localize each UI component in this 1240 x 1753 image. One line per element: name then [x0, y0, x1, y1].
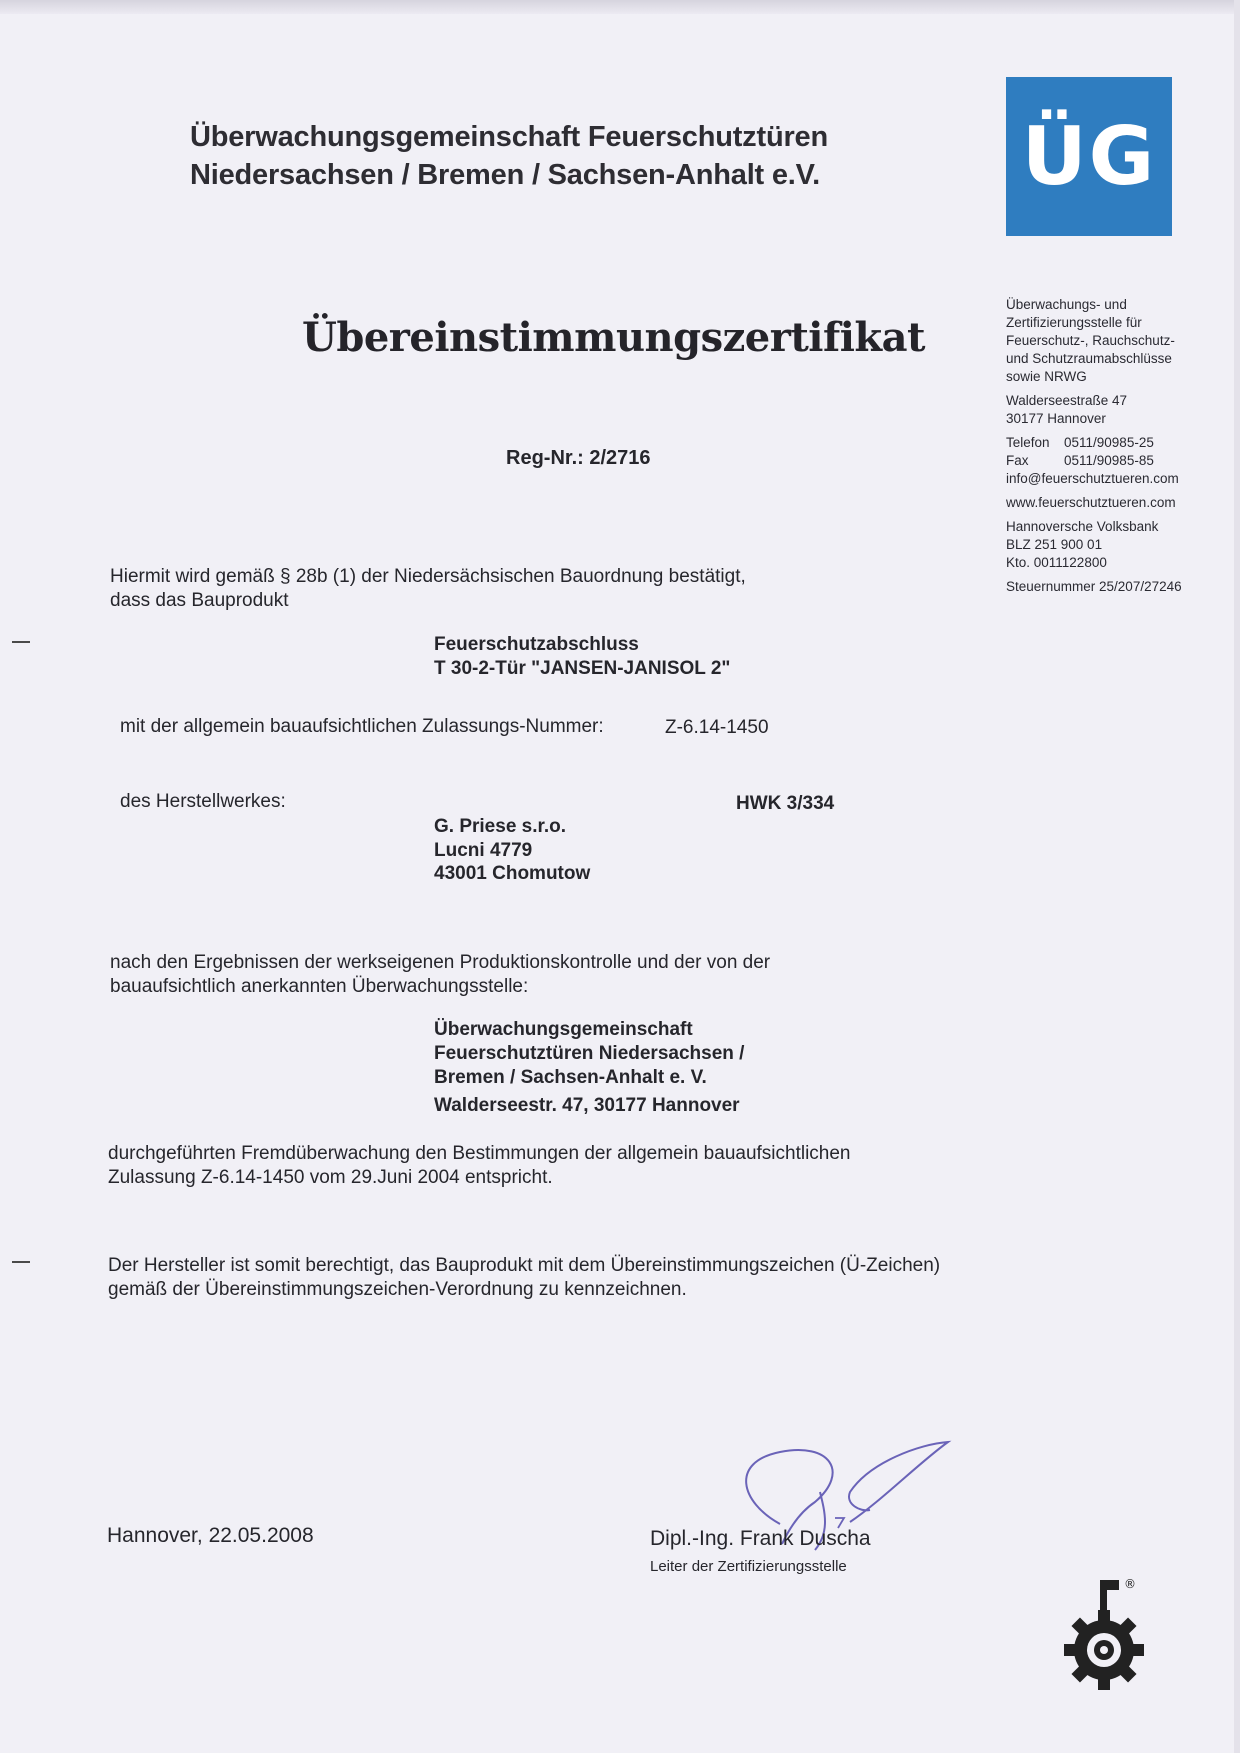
gear-seal-icon	[1058, 1570, 1150, 1690]
product-line-2: T 30-2-Tür "JANSEN-JANISOL 2"	[434, 658, 731, 679]
bank-blz: BLZ 251 900 01	[1006, 537, 1103, 552]
sidebar-phone	[1006, 434, 1234, 452]
organization-line-2: Niedersachsen / Bremen / Sachsen-Anhalt e.V.	[190, 159, 820, 191]
sidebar-website: www.feuerschutztueren.com	[1006, 495, 1176, 510]
sidebar-desc-line: Feuerschutz-, Rauchschutz-	[1006, 333, 1175, 348]
approval-label: mit der allgemein bauaufsichtlichen Zulassungs-Nummer:	[120, 716, 604, 737]
organization-line-1: Überwachungsgemeinschaft Feuerschutztüren	[190, 121, 828, 153]
sidebar-address	[1006, 392, 1234, 428]
manufacturer-line: 43001 Chomutow	[434, 863, 591, 884]
intro-line-1: Hiermit wird gemäß § 28b (1) der Niedersächsischen Bauordnung bestätigt,	[110, 566, 746, 587]
fold-mark	[12, 1261, 30, 1263]
scan-edge	[0, 0, 1240, 14]
phone-label: Telefon	[1006, 435, 1050, 450]
conformity-line-1: durchgeführten Fremdüberwachung den Bestimmungen der allgemein bauaufsichtlichen	[108, 1143, 851, 1164]
bank-name: Hannoversche Volksbank	[1006, 519, 1159, 534]
sidebar-contact	[1006, 296, 1234, 602]
sidebar-street: Walderseestraße 47	[1006, 393, 1128, 408]
sidebar-tax: Steuernummer 25/207/27246	[1006, 579, 1182, 594]
manufacturer-line: G. Priese s.r.o.	[434, 816, 567, 837]
signer-role: Leiter der Zertifizierungsstelle	[650, 1558, 847, 1575]
sidebar-description	[1006, 296, 1234, 386]
phone-value: 0511/90985-25	[1064, 435, 1154, 450]
fax-label: Fax	[1006, 453, 1029, 468]
inspection-body-line: Walderseestr. 47, 30177 Hannover	[434, 1095, 740, 1116]
bank-account: Kto. 0011122800	[1006, 555, 1107, 570]
entitlement-line-1: Der Hersteller ist somit berechtigt, das Bauprodukt mit dem Übereinstimmungszeichen (Ü-Zeichen)	[108, 1255, 941, 1276]
sidebar-fax	[1006, 452, 1234, 470]
fold-mark	[12, 641, 30, 643]
inspection-body-line: Bremen / Sachsen-Anhalt e. V.	[434, 1067, 707, 1088]
plant-code: HWK 3/334	[736, 793, 835, 814]
product-line-1: Feuerschutzabschluss	[434, 634, 639, 655]
approval-number: Z-6.14-1450	[665, 717, 769, 738]
sidebar-city: 30177 Hannover	[1006, 411, 1106, 426]
registration-number: Reg-Nr.: 2/2716	[506, 447, 651, 469]
signer-name: Dipl.-Ing. Frank Duscha	[650, 1527, 871, 1550]
fax-value: 0511/90985-85	[1064, 453, 1154, 468]
inspection-body-line: Feuerschutztüren Niedersachsen /	[434, 1043, 745, 1064]
scan-edge-right	[1234, 0, 1240, 1753]
conformity-line-2: Zulassung Z-6.14-1450 vom 29.Juni 2004 entspricht.	[108, 1167, 553, 1188]
results-line-2: bauaufsichtlich anerkannten Überwachungsstelle:	[110, 976, 529, 997]
sidebar-desc-line: sowie NRWG	[1006, 369, 1087, 384]
registered-mark: ®	[1124, 1577, 1136, 1591]
results-line-1: nach den Ergebnissen der werkseigenen Produktionskontrolle und der von der	[110, 952, 771, 973]
sidebar-desc-line: Zertifizierungsstelle für	[1006, 315, 1142, 330]
organization-header	[190, 118, 828, 194]
ug-logo: ÜG	[1006, 77, 1172, 236]
plant-label: des Herstellwerkes:	[120, 791, 286, 812]
sidebar-bank	[1006, 518, 1234, 572]
sidebar-contacts	[1006, 434, 1234, 488]
sidebar-desc-line: Überwachungs- und	[1006, 297, 1127, 312]
entitlement-line-2: gemäß der Übereinstimmungszeichen-Verordnung zu kennzeichnen.	[108, 1279, 687, 1300]
intro-line-2: dass das Bauprodukt	[110, 590, 289, 611]
sidebar-email: info@feuerschutztueren.com	[1006, 471, 1179, 486]
inspection-body-line: Überwachungsgemeinschaft	[434, 1019, 693, 1040]
document-title: Übereinstimmungszertifikat	[302, 314, 926, 361]
manufacturer-line: Lucni 4779	[434, 840, 533, 861]
sidebar-desc-line: und Schutzraumabschlüsse	[1006, 351, 1172, 366]
place-date: Hannover, 22.05.2008	[107, 1524, 314, 1547]
